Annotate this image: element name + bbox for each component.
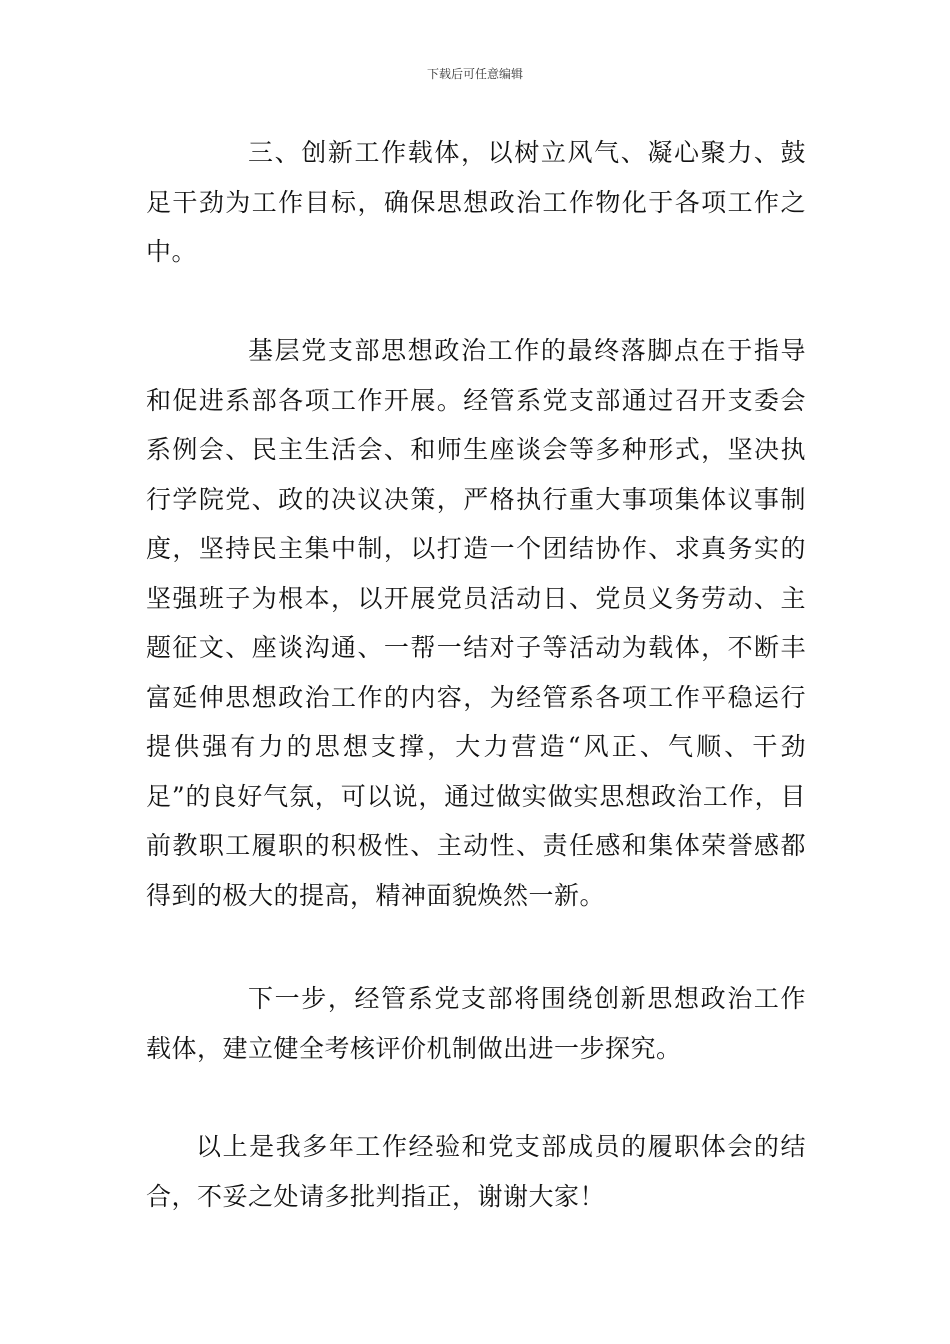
paragraph-branch-work: 基层党支部思想政治工作的最终落脚点在于指导和促进系部各项工作开展。经管系党支部通过召开支委会系例会、民主生活会、和师生座谈会等多种形式，坚决执行学院党、政的决议决策，严格执行重大事项集体议事制度，坚持民主集中制，以打造一个团结协作、求真务实的坚强班子为根本，以开展党员活动日、党员义务劳动、主题征文、座谈沟通、一帮一结对子等活动为载体，不断丰富延伸思想政治工作的内容，为经管系各项工作平稳运行提供强有力的思想支撑，大力营造“风正、气顺、干劲足”的良好气氛，可以说，通过做实做实思想政治工作，目前教职工履职的积极性、主动性、责任感和集体荣誉感都得到的极大的提高，精神面貌焕然一新。	[146, 336, 806, 910]
paragraph-next-step: 下一步，经管系党支部将围绕创新思想政治工作载体，建立健全考核评价机制做出进一步探究。	[146, 984, 806, 1063]
paragraph-closing: 以上是我多年工作经验和党支部成员的履职体会的结合，不妥之处请多批判指正，谢谢大家！	[146, 1132, 806, 1211]
paragraph-section-three: 三、创新工作载体，以树立风气、凝心聚力、鼓足干劲为工作目标，确保思想政治工作物化于各项工作之中。	[146, 138, 806, 266]
page-header: 下载后可任意编辑	[426, 67, 523, 81]
